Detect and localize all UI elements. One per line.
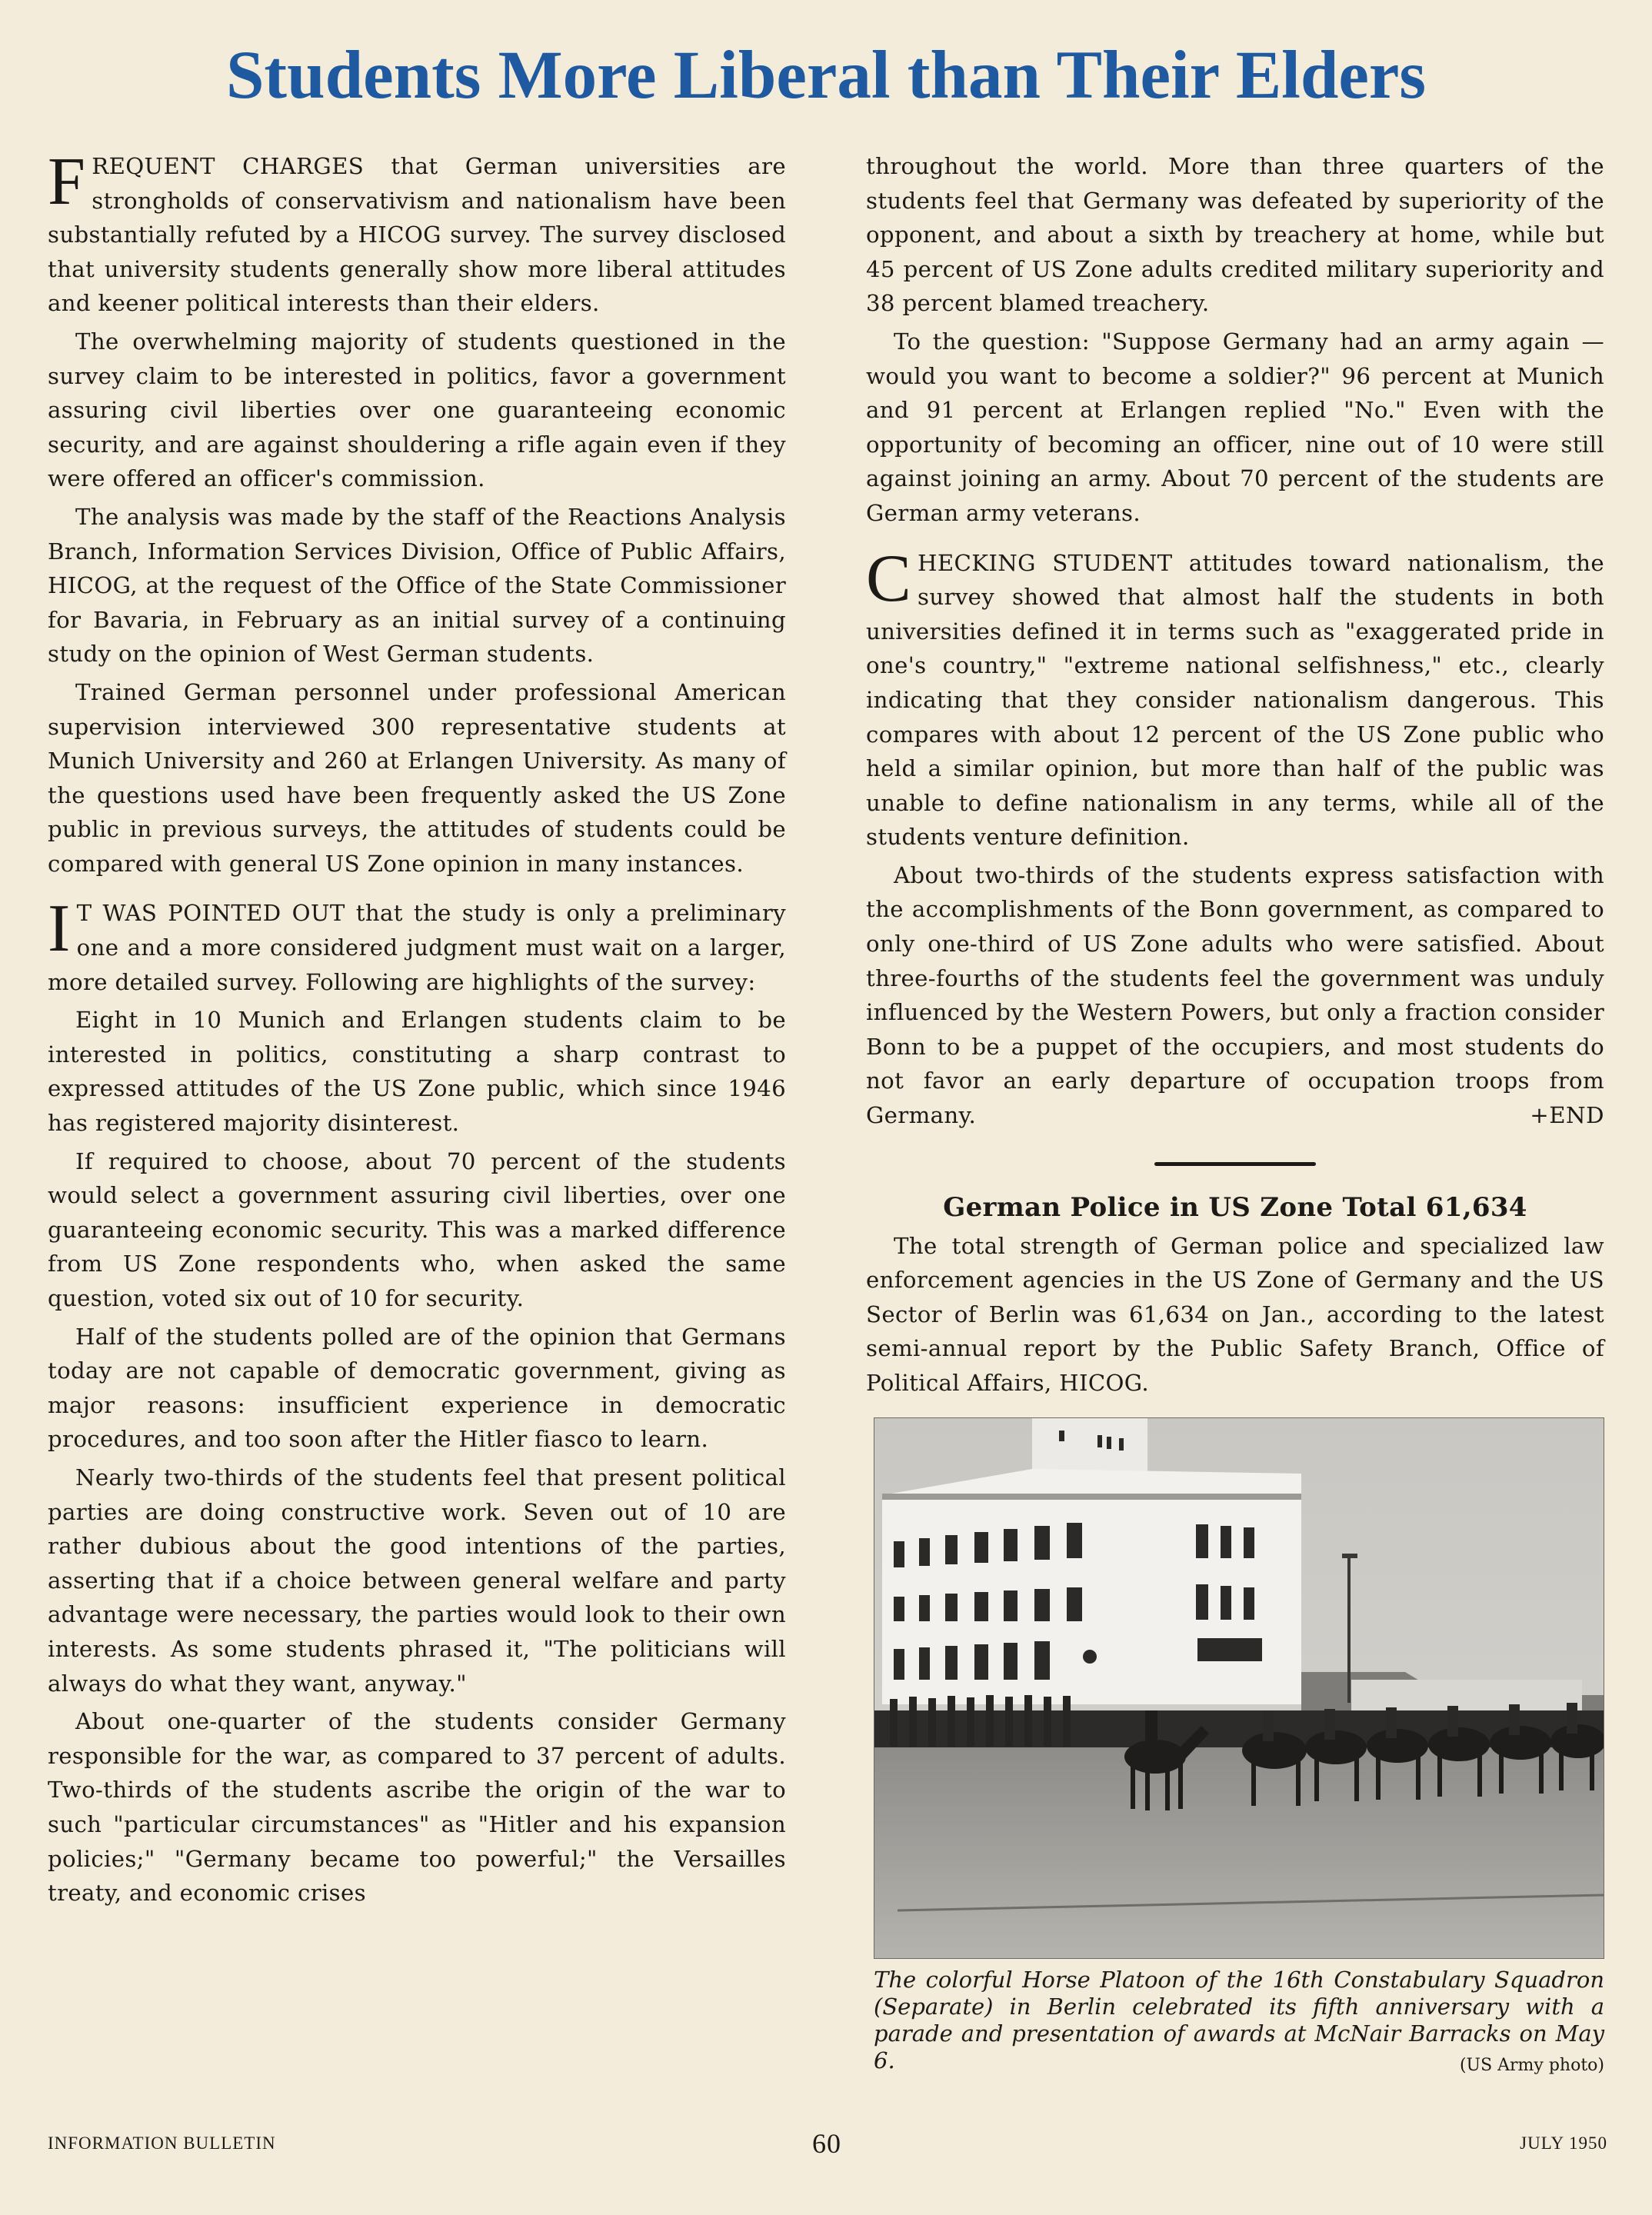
paragraph-8: Half of the students polled are of the opinion that Germans today are not capable of democratic government, giving as major reasons: insufficient experience in democratic procedures, and too soon after the Hitler fiasco to learn. [48, 1323, 786, 1453]
paragraph-text: REQUENT CHARGES that German universities are strongholds of conservativism and nationalism have been substantially refuted by a HICOG survey. The survey disclosed that university students generally show more liberal attitudes and keener political interests than their elders. [48, 153, 786, 317]
photo-caption [874, 1967, 1604, 2079]
sidebar-text: The total strength of German police and specialized law enforcement agencies in the US Zone of Germany and the US Sector of Berlin was 61,634 on Jan., according to the latest semi-annual report by the Public Safety Branch, Office of Political Affairs, HICOG. [866, 1232, 1604, 1396]
photo-credit: (US Army photo) [1459, 2056, 1604, 2075]
end-mark: +END [1530, 1102, 1604, 1129]
paragraph-9: Nearly two-thirds of the students feel that present political parties are doing constructive work. Seven out of 10 are rather dubious about the good intentions of the parties, asserting that if a choice between general welfare and party advantage were necessary, the parties would look to their own interests. As some students phrased it, "The politicians will always do what they want, anyway." [48, 1464, 786, 1697]
drop-cap: C [866, 541, 912, 616]
paragraph-3: The analysis was made by the staff of the Reactions Analysis Branch, Information Services Division, Office of Public Affairs, HICOG, at the request of the Office of the State Commissioner for Bavaria, in February as an initial survey of a continuing study on the opinion of West German students. [48, 503, 786, 668]
paragraph-10: About one-quarter of the students consider Germany responsible for the war, as compared to 37 percent of adults. Two-thirds of the students ascribe the origin of the war to such "particular circumstances" as "Hitler and his expansion policies;" "Germany became too powerful;" the Versailles treaty, and economic crises [48, 1708, 786, 1907]
drop-cap: I [48, 891, 71, 967]
sidebar-headline: German Police in US Zone Total 61,634 [943, 1191, 1527, 1223]
paragraph-12: To the question: "Suppose Germany had an army again — would you want to become a soldier?" 96 percent at Munich and 91 percent at Erlangen replied "No." Even with the opportunity of becoming an officer, nine out of 10 were still against joining an army. About 70 percent of the students are German army veterans. [866, 328, 1604, 526]
left-column [48, 145, 786, 1914]
paragraph-5 [48, 891, 786, 999]
paragraph-6: Eight in 10 Munich and Erlangen students claim to be interested in politics, constituting a sharp contrast to expressed attitudes of the US Zone public, which since 1946 has registered majority disinterest. [48, 1007, 786, 1137]
paragraph-13 [866, 541, 1604, 854]
parade-photo [874, 1417, 1604, 1959]
article-title: Students More Liberal than Their Elders [225, 38, 1427, 113]
section-divider [1154, 1162, 1316, 1166]
paragraph-2: The overwhelming majority of students questioned in the survey claim to be interested in politics, favor a government assuring civil liberties over one guaranteeing economic security, and are against shouldering a rifle again even if they were offered an officer's commission. [48, 328, 786, 492]
right-column [866, 149, 1604, 1404]
paragraph-7: If required to choose, about 70 percent of the students would select a government assuring civil liberties, over one guaranteeing economic security. This was a marked difference from US Zone respondents who, when asked the same question, voted six out of 10 for security. [48, 1147, 786, 1311]
paragraph-text: About two-thirds of the students express satisfaction with the accomplishments of the Bonn government, as compared to only one-third of US Zone adults who were satisfied. About three-fourths of the students feel the government was unduly influenced by the Western Powers, but only a fraction consider Bonn to be a puppet of the occupiers, and most students do not favor an early departure of occupation troops from Germany. [866, 861, 1604, 1129]
paragraph-14 [866, 858, 1604, 1133]
paragraph-4: Trained German personnel under professional American supervision interviewed 300 representative students at Munich University and 260 at Erlangen University. As many of the questions used have been frequently asked the US Zone public in previous surveys, the attitudes of students could be compared with general US Zone opinion in many instances. [48, 678, 786, 877]
caption-text: The colorful Horse Platoon of the 16th Constabulary Squadron (Separate) in Berlin celebrated its fifth anniversary with a parade and presentation of awards at McNair Barracks on May 6. [874, 1967, 1604, 2073]
paragraph-1 [48, 145, 786, 321]
paragraph-11: throughout the world. More than three quarters of the students feel that Germany was defeated by superiority of the opponent, and about a sixth by treachery at home, while but 45 percent of US Zone adults credited military superiority and 38 percent blamed treachery. [866, 153, 1604, 317]
footer-publication: INFORMATION BULLETIN [48, 2133, 276, 2153]
paragraph-text: T WAS POINTED OUT that the study is only a preliminary one and a more considered judgment must wait on a larger, more detailed survey. Following are highlights of the survey: [48, 900, 786, 995]
footer-date: JULY 1950 [1520, 2133, 1607, 2153]
page-number: 60 [812, 2128, 841, 2159]
drop-cap: F [48, 145, 86, 219]
paragraph-text: HECKING STUDENT attitudes toward nationalism, the survey showed that almost half the students in both universities defined it in terms such as "exaggerated pride in one's country," "extreme national selfishness," etc., clearly indicating that they consider nationalism dangerous. This compares with about 12 percent of the US Zone public who held a similar opinion, but more than half of the public was unable to define nationalism in any terms, while all of the students venture definition. [866, 549, 1604, 851]
